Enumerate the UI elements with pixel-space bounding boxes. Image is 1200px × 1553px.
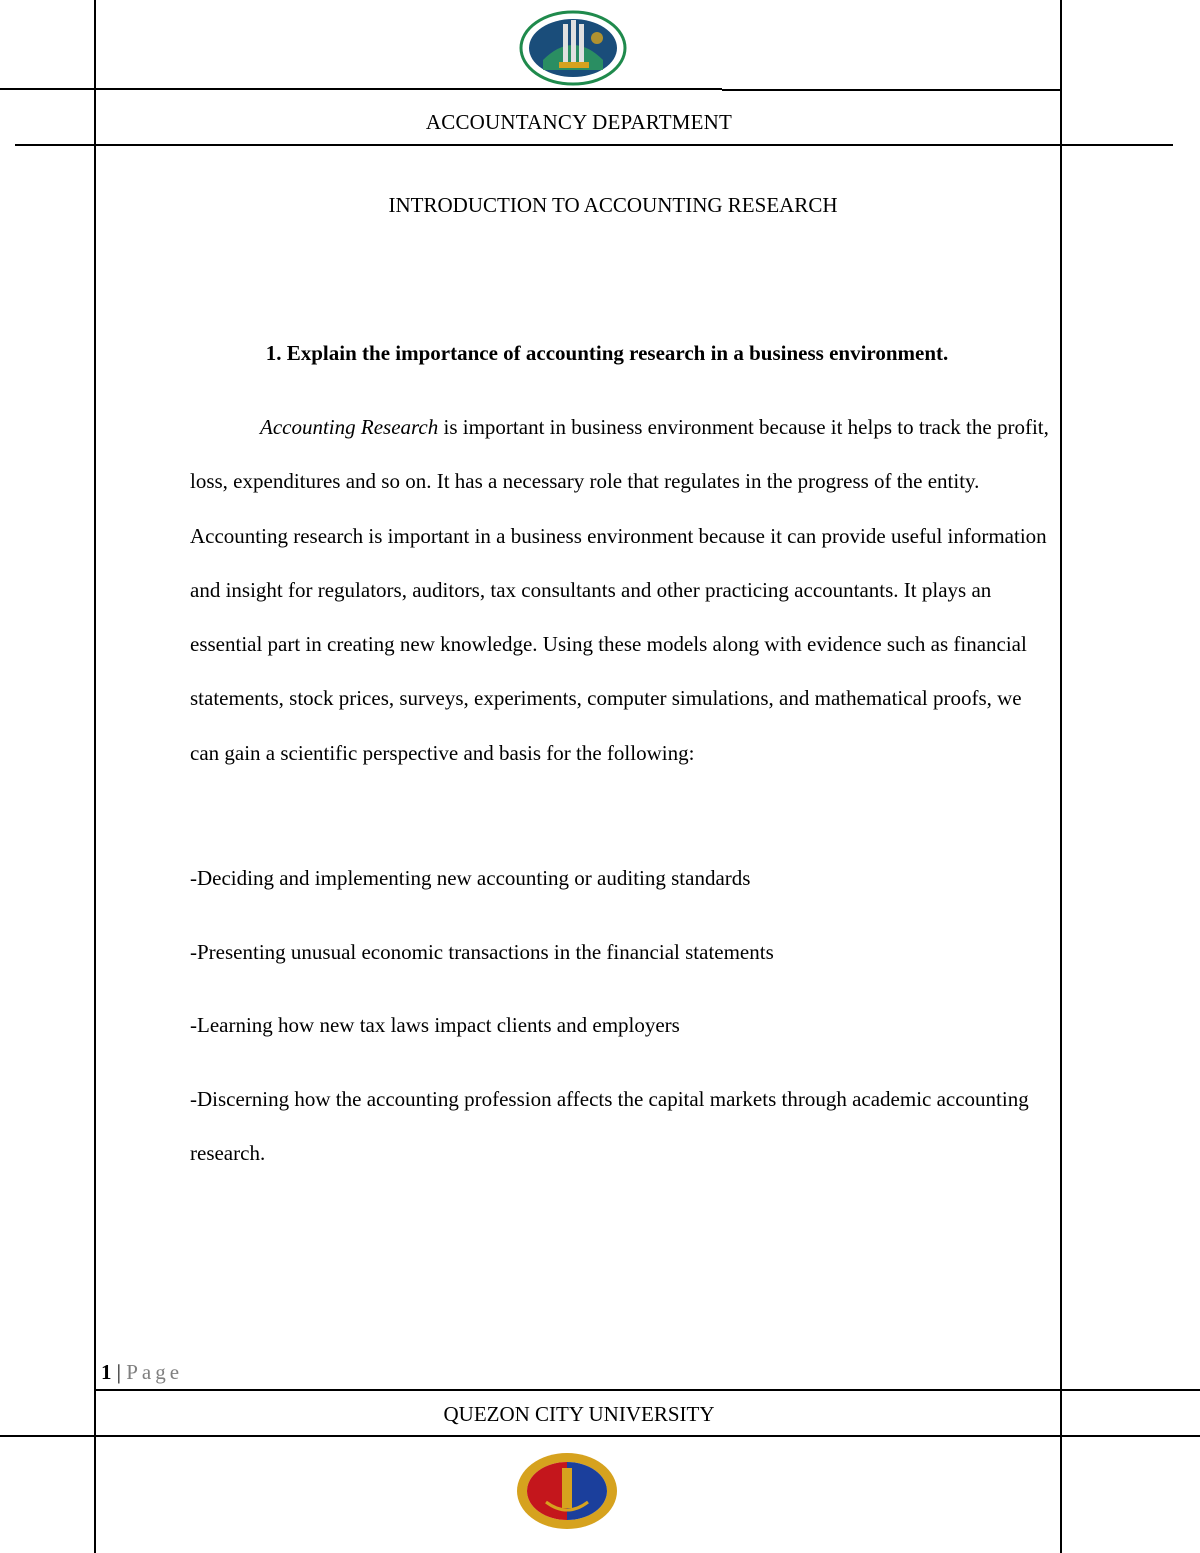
header-bottom-rule (15, 144, 1173, 146)
list-item: -Discerning how the accounting profession affects the capital markets through academic accounting research. (190, 1087, 1029, 1166)
right-border-line (1060, 0, 1062, 1553)
list-item: -Presenting unusual economic transactions in the financial statements (190, 940, 774, 964)
answer-lead: Accounting Research (260, 415, 439, 439)
department-heading: ACCOUNTANCY DEPARTMENT (425, 110, 733, 134)
university-seal-logo (516, 1452, 618, 1530)
page-separator: | (111, 1360, 127, 1384)
header-top-rule (0, 88, 722, 90)
page-number (101, 1360, 183, 1385)
answer-paragraph (190, 400, 1050, 780)
question-heading: 1. Explain the importance of accounting research in a business environment. (265, 341, 949, 365)
footer-top-rule (96, 1389, 1200, 1391)
document-title: INTRODUCTION TO ACCOUNTING RESEARCH (388, 193, 838, 217)
footer-bottom-rule (0, 1435, 1200, 1437)
university-name: QUEZON CITY UNIVERSITY (443, 1402, 715, 1426)
list-item: -Learning how new tax laws impact clients and employers (190, 1013, 680, 1037)
page-label: Page (126, 1360, 184, 1384)
list-item: -Deciding and implementing new accounting or auditing standards (190, 866, 751, 890)
accountancy-logo (519, 10, 627, 86)
page-number-value: 1 (101, 1360, 112, 1384)
header-top-rule-right (722, 89, 1062, 91)
answer-body: is important in business environment because it helps to track the profit, loss, expenditures and so on. It has a necessary role that regulates in the progress of the entity. Accounting research is important in a business environment because it can provide useful information and insight for regulators, auditors, tax consultants and other practicing accountants. It plays an essential part in creating new knowledge. Using these models along with evidence such as financial statements, stock prices, surveys, experiments, computer simulations, and mathematical proofs, we can gain a scientific perspective and basis for the following: (190, 415, 1049, 765)
left-border-line (94, 0, 96, 1553)
